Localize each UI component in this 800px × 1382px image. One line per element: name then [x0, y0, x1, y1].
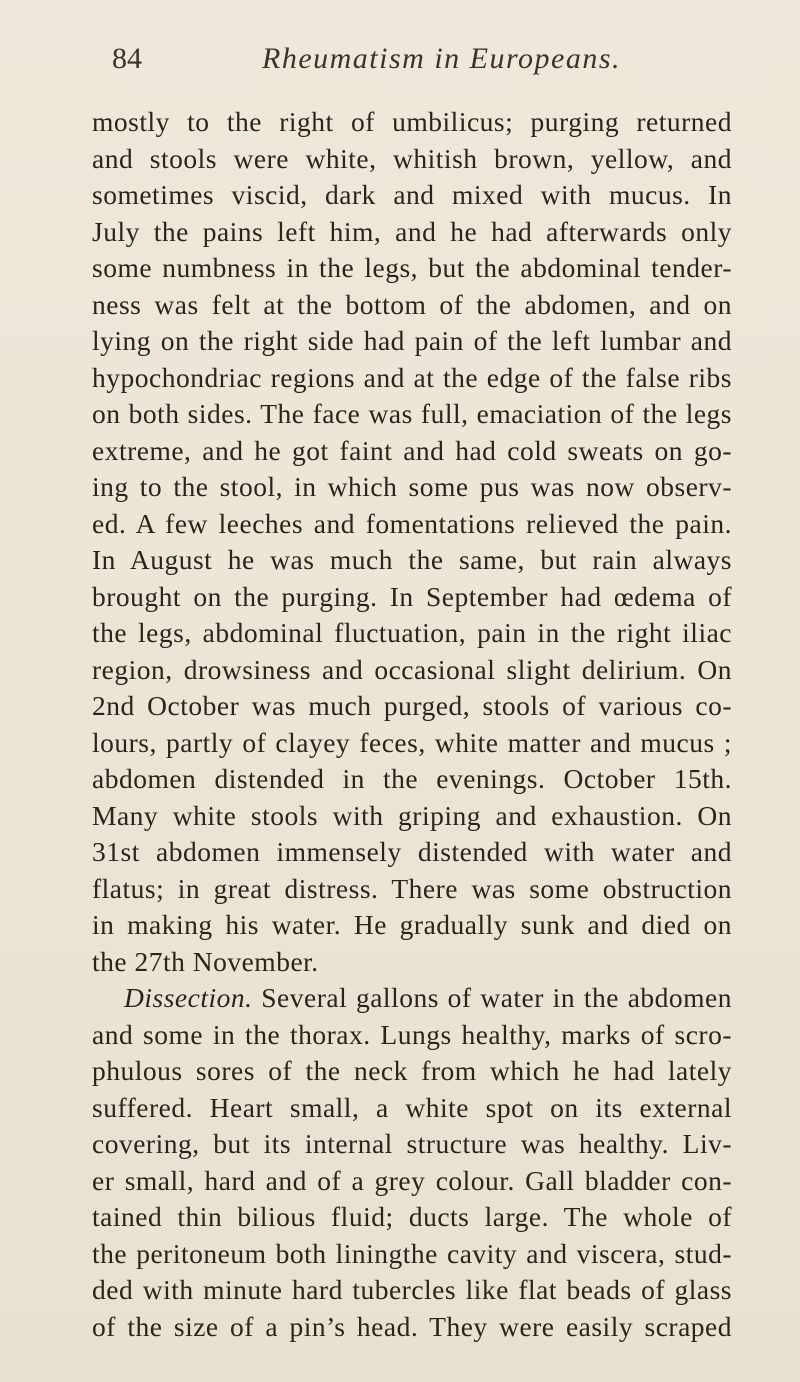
- text-line: lying on the right side had pain of the left lumbar and: [92, 325, 732, 356]
- text-line: sometimes viscid, dark and mixed with mucus. In: [92, 179, 732, 210]
- text-line: ness was felt at the bottom of the abdomen, and on: [92, 288, 732, 320]
- text-line: mostly to the right of umbilicus; purging returned: [92, 106, 732, 137]
- text-line: the legs, abdominal fluctuation, pain in the right iliac: [92, 617, 732, 648]
- text-line: on both sides. The face was full, emaciation of the legs: [92, 398, 732, 429]
- text-line: of the size of a pin’s head. They were easily scraped: [92, 1310, 732, 1342]
- text-line: tained thin bilious fluid; ducts large. The whole of: [92, 1201, 732, 1232]
- text-line: phulous sores of the neck from which he had lately: [92, 1055, 732, 1086]
- page-number: 84: [112, 42, 142, 75]
- text-line: In August he was much the same, but rain always: [92, 544, 732, 575]
- text-line: lours, partly of clayey feces, white matter and mucus ;: [92, 726, 732, 758]
- text-line: region, drowsiness and occasional slight delirium. On: [92, 653, 732, 685]
- text-line: in making his water. He gradually sunk and died on: [92, 909, 732, 940]
- text-line: covering, but its internal structure was healthy. Liv-: [92, 1128, 732, 1159]
- dissection-first-line: [92, 980, 732, 1017]
- page-header: [0, 42, 800, 82]
- text-line: ded with minute hard tubercles like flat beads of glass: [92, 1274, 732, 1305]
- text-line: ed. A few leeches and fomentations relieved the pain.: [92, 507, 732, 539]
- text-line: and some in the thorax. Lungs healthy, marks of scro-: [92, 1018, 732, 1050]
- text-line: July the pains left him, and he had afterwards only: [92, 215, 732, 247]
- text-line: the 27th November.: [92, 945, 319, 977]
- text-line: Many white stools with griping and exhaustion. On: [92, 799, 732, 831]
- text-line: brought on the purging. In September had œdema of: [92, 580, 732, 612]
- body-text: [92, 104, 732, 1345]
- text-line: er small, hard and of a grey colour. Gall bladder con-: [92, 1164, 732, 1196]
- text-line: flatus; in great distress. There was some obstruction: [92, 872, 732, 904]
- text-line: the peritoneum both liningthe cavity and viscera, stud-: [92, 1237, 732, 1269]
- dissection-heading: Dissection.: [124, 982, 253, 1013]
- text-line: hypochondriac regions and at the edge of the false ribs: [92, 361, 732, 393]
- text-line: and stools were white, whitish brown, yellow, and: [92, 142, 732, 174]
- text-line: ing to the stool, in which some pus was now observ-: [92, 471, 732, 502]
- text-line: extreme, and he got faint and had cold sweats on go-: [92, 434, 732, 466]
- text-line: some numbness in the legs, but the abdominal tender-: [92, 252, 732, 283]
- text-line: 2nd October was much purged, stools of various co-: [92, 690, 732, 721]
- running-head: Rheumatism in Europeans.: [262, 42, 622, 75]
- text-line: 31st abdomen immensely distended with water and: [92, 836, 732, 867]
- text-line: suffered. Heart small, a white spot on its external: [92, 1091, 732, 1123]
- dissection-first-line-text: Several gallons of water in the abdomen: [261, 982, 732, 1013]
- text-line: abdomen distended in the evenings. October 15th.: [92, 763, 732, 794]
